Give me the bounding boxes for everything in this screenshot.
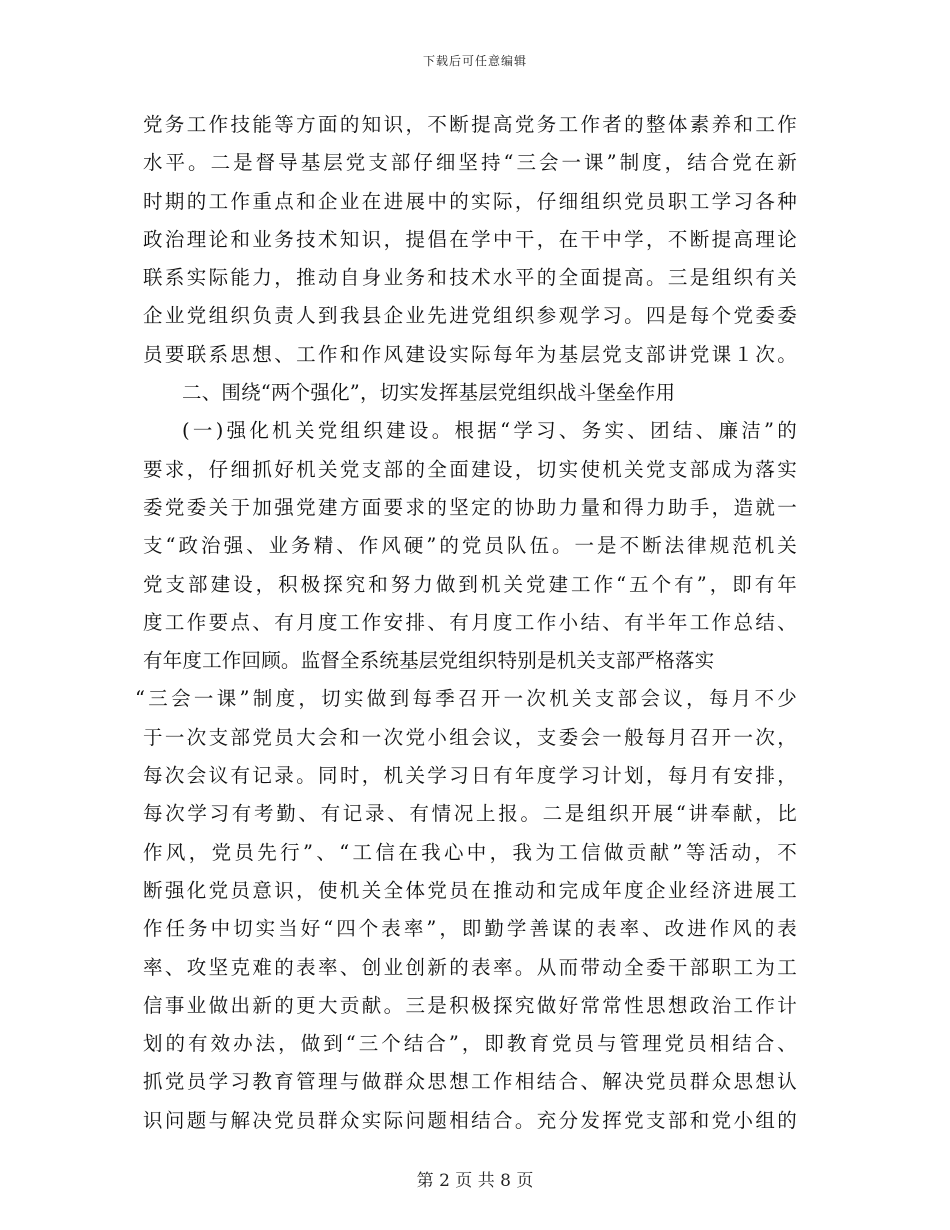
text-line: 水平。二是督导基层党支部仔细坚持“三会一课”制度，结合党在新 [143,151,797,175]
text-line: 作任务中切实当好“四个表率”，即勤学善谋的表率、改进作风的表 [143,917,797,941]
page-number: 第 2 页 共 8 页 [416,1171,534,1191]
text-line: 联系实际能力，推动自身业务和技术水平的全面提高。三是组织有关 [143,266,797,290]
text-line: 信事业做出新的更大贡献。三是积极探究做好常常性思想政治工作计 [143,993,797,1017]
page-header: 下载后可任意编辑 [422,54,527,68]
text-line: 政治理论和业务技术知识，提倡在学中干，在干中学，不断提高理论 [143,227,797,251]
text-line: 要求，仔细抓好机关党支部的全面建设，切实使机关党支部成为落实 [143,457,797,481]
text-line: 划的有效办法，做到“三个结合”，即教育党员与管理党员相结合、 [143,1032,797,1056]
text-line: 于一次支部党员大会和一次党小组会议，支委会一般每月召开一次， [143,725,797,749]
document-body [135,106,797,1140]
text-line: 每次学习有考勤、有记录、有情况上报。二是组织开展“讲奉献，比 [143,802,797,826]
text-line: 作风，党员先行”、“工信在我心中，我为工信做贡献”等活动，不 [143,840,797,864]
text-line: 率、攻坚克难的表率、创业创新的表率。从而带动全委干部职工为工 [143,955,797,979]
text-line: 有年度工作回顾。监督全系统基层党组织特别是机关支部严格落实 [143,649,715,673]
text-line: 党务工作技能等方面的知识，不断提高党务工作者的整体素养和工作 [143,113,797,136]
text-line: 每次会议有记录。同时，机关学习日有年度学习计划，每月有安排， [143,764,797,788]
text-line: 时期的工作重点和企业在进展中的实际，仔细组织党员职工学习各种 [143,189,797,213]
text-line: 员要联系思想、工作和作风建设实际每年为基层党支部讲党课１次。 [143,342,797,366]
text-line: 党支部建设，积极探究和努力做到机关党建工作“五个有”，即有年 [143,572,797,596]
text-line: 企业党组织负责人到我县企业先进党组织参观学习。四是每个党委委 [143,304,797,328]
text-line: 委党委关于加强党建方面要求的坚定的协助力量和得力助手，造就一 [143,495,797,519]
text-line: “三会一课”制度，切实做到每季召开一次机关支部会议，每月不少 [135,687,797,711]
text-line: 断强化党员意识，使机关全体党员在推动和完成年度企业经济进展工 [143,878,797,902]
text-line: (一)强化机关党组织建设。根据“学习、务实、团结、廉洁”的 [182,419,797,443]
text-line: 支“政治强、业务精、作风硬”的党员队伍。一是不断法律规范机关 [143,534,797,558]
text-line: 识问题与解决党员群众实际问题相结合。充分发挥党支部和党小组的 [143,1108,797,1132]
section-heading: 二、围绕“两个强化”，切实发挥基层党组织战斗堡垒作用 [182,381,676,405]
text-line: 抓党员学习教育管理与做群众思想工作相结合、解决党员群众思想认 [143,1070,797,1094]
text-line: 度工作要点、有月度工作安排、有月度工作小结、有半年工作总结、 [143,610,797,634]
